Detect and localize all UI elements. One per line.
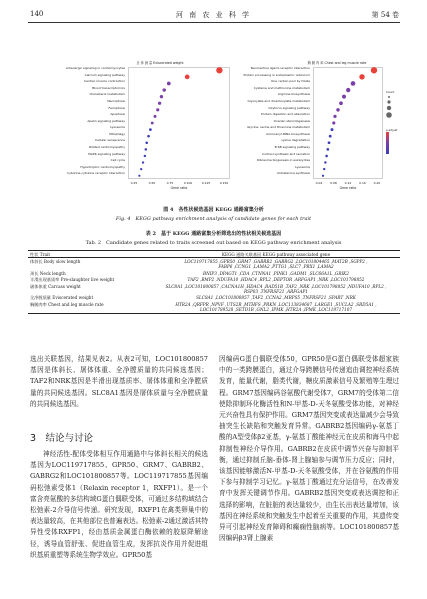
term-label: Calcium signaling pathway: [84, 72, 125, 77]
figure-panel-right: [232, 60, 402, 200]
term-label: Lysosome: [110, 125, 125, 130]
term-label: Lysine degradation: [281, 138, 310, 143]
x-axis-label: Gene ratio: [170, 186, 188, 190]
enrichment-dot: [359, 74, 364, 79]
panel-title: 全 体 测 量 Eviscerated weight: [136, 61, 184, 65]
enrichment-dot: [339, 101, 343, 105]
term-label: ErbB signaling pathway: [274, 145, 310, 150]
enrichment-dot: [154, 115, 157, 118]
term-label: Cortisol synthesis and secretion: [262, 151, 310, 156]
enrichment-dot: [333, 115, 336, 118]
table-header-row: [28, 251, 400, 258]
term-label: Glycine, serine and threonine metabolism: [247, 125, 310, 130]
term-label: Mitophagy: [109, 131, 125, 136]
legend-count-title: Count: [386, 90, 395, 94]
enrichment-dot: [144, 155, 146, 157]
enrichment-dot: [185, 75, 190, 80]
table-row: [28, 301, 400, 313]
legend-padj-title: p.adjust: [386, 128, 398, 132]
term-label: Apoptosis: [110, 112, 125, 117]
figure-caption-en: Fig. 4 KEGG pathway enrichment analysis of candidate genes for each trait: [115, 216, 312, 222]
x-tick-label: 0.100: [183, 181, 193, 185]
enrichment-dot: [156, 108, 159, 111]
trait-cell: 颈长 Neck length: [30, 270, 66, 276]
enrichment-dot: [324, 161, 326, 163]
plot-frame: [314, 68, 383, 179]
enrichment-dot: [162, 88, 165, 91]
section-heading: 3 结论与讨论: [30, 433, 94, 444]
term-label: Protein digestion and absorption: [261, 112, 310, 117]
genes-cell: HTR2A ,QRFPR ,NPVF ,UTS2R ,MTHFS ,PRKN ,LOC113834687 ,LARGE1 ,SUCLA2 ,SRD5A1 , LOC101789528 ,SETD1B ,GNL2 ,IPMK ,HTR2A ,IPMK ,LOC119717107: [175, 301, 377, 312]
term-label: Protein processing in endoplasmic reticulum: [243, 72, 310, 77]
enrichment-dot: [138, 175, 140, 177]
x-tick-label: 0.25: [130, 181, 138, 185]
term-label: Hypertrophic cardiomyopathy: [80, 164, 125, 169]
x-tick-label: 0.12: [344, 181, 352, 185]
term-label: Cell cycle: [110, 158, 125, 163]
enrichment-dot: [329, 135, 332, 138]
term-label: MAPK signaling pathway: [88, 151, 125, 156]
table-caption-en: Tab. 2 Candidate genes related to traits screened out based on KEGG pathway enrichment analysis: [85, 240, 342, 246]
term-labels: [30, 67, 125, 179]
enrichment-dot: [158, 102, 161, 105]
genes-table: [28, 250, 400, 314]
enrichment-dot: [145, 148, 148, 151]
enrichment-dot: [336, 108, 339, 111]
term-label: Ribosome biogenesis in eukaryotes: [256, 158, 310, 163]
right-column-para: 因编码G蛋白偶联受体50，GPR50是G蛋白偶联受体超家族中的一类跨膜蛋白，通过介导跨膜信号传递追由调控神经系统发育，能量代谢，脂类代谢，糖皮质激素信号及繁殖等生理过程。GRM7基因编码谷氨酸代谢受体7，GRM7的受体第二信使除抑制环化酶活性和N-甲基-D-天冬氨酸受体功能，对神经元兴奋性具有保护作用。GRM7基因突变或表达量减少会导致抽突生长缺陷和突触发育异常。GABRB2基因编码γ-氨基丁酸的A型受体β2亚基，γ-氨基丁酸能神经元在皮质和海马中起抑制性神经介导作用。GABRB2在皮质中调节兴奋与抑制平衡，通过抑制丘脑-垂体-肾上腺轴参与调节压力反应；同时，该基因能够激活N-甲基-D-天冬氨酸受体，并在谷氨酸的作用下参与抑制学习记忆。γ-氨基丁酸通过充分运信号，在改善发育中发挥关键调节作用。GABRB2基因突变或表达调控和正选择的影响，在脏脏的表达量较少，由生长出表达量增加，该基因在神经系统和突触发生中起着至关重要的作用，其遗传变异可引起神经发育障碍和癫痫性脑病等。LOC101800857基因编码β3肾上腺素: [219, 355, 399, 543]
enrichment-dot: [351, 81, 356, 86]
enrichment-dot: [331, 128, 334, 131]
journal-title: 河 南 农 业 科 学: [175, 11, 252, 19]
legend-color-bar: [386, 132, 389, 154]
table-row: [28, 283, 400, 295]
enrichment-dot: [342, 95, 346, 99]
term-label: Blood transcriptomics: [92, 85, 125, 90]
enrichment-dot: [145, 141, 148, 144]
term-label: Cardiac muscle contraction: [84, 79, 125, 84]
header-rule: [28, 22, 400, 23]
x-tick-label: 0.125: [201, 181, 211, 185]
x-tick-label: 0.75: [166, 181, 174, 185]
enrichment-dot: [149, 128, 152, 131]
trait-cell: 半滑出现基质率 Pre-slaughter live weight: [30, 277, 115, 283]
term-label: Aminoacyl-tRNA biosynthesis: [266, 131, 310, 136]
figure-caption-zh: 图 4 各性状候选基因 KEGG 通路富集分析: [163, 207, 264, 213]
page-number: 140: [30, 10, 44, 18]
left-column-para2: 神经活性-配体受体相互作用通路中与体斜长相关的候选基因为LOC119717855、GPR50、GRM7、GABRB2、GABRG2和LOC101800857等。LOC119717855基因编码松弛素受体1（Relaxin receptor 1，RXFP1）。是一个富含亮氨酸的多结构域G蛋白偶联受体，可通过多结构域结合松弛素-2介导信号传递。研究发现，RXFP1在禽类卵巢中的表达量较高，在其他部位也普遍表达。松弛素-2通过激活其特异性受体RXFP1，经由基质金属蛋白酶依赖的胶原降解途径，诱导血管舒张、促进血管生成，发挥抗炎作用并促进组织基质重塑等系统生物学效应。GPR50基: [30, 450, 208, 559]
trait-cell: 体斜长 Body slow length: [30, 259, 81, 265]
panel-title: 胸 腿 肉 率 Chest and leg muscle rate: [307, 61, 367, 65]
dot-plot: [128, 67, 230, 179]
enrichment-dot: [140, 168, 142, 170]
enrichment-dot: [323, 168, 325, 170]
term-label: Cysteine and methionine metabolism: [253, 85, 310, 90]
genes-cell: SLC8A1 ,LOC101800857 ,TAF2 ,CCNA2 ,MRPS5 ,TNFRSF21 ,SPART ,NRK: [196, 295, 356, 301]
header-genes: KEGG 通路关联基因 KEGG pathway associated gene: [221, 251, 331, 257]
x-tick-label: 0.50: [148, 181, 156, 185]
term-label: Cellular senescence: [95, 138, 125, 143]
enrichment-dot: [216, 67, 222, 73]
term-label: Cholesterol metabolism: [89, 92, 125, 97]
term-label: Adrenergic signaling in cardiomyocytes: [65, 66, 125, 70]
enrichment-dot: [151, 122, 154, 125]
x-tick-label: 0.04: [315, 181, 323, 185]
term-label: Apelin signaling pathway: [87, 118, 125, 123]
term-label: Cytokine-cytokine receptor interaction: [67, 171, 125, 176]
trait-cell: 全净膛质量 Eviscerated weight: [30, 295, 94, 301]
genes-cell: TAF2 ,BMP2 ,NDUFA10 ,HDAC4 ,RPL2 ,DEPTOR ,ARFGAP1 ,NRK ,LOC101798852: [187, 277, 365, 283]
enrichment-dot: [167, 82, 171, 86]
table-caption-zh: 表 2 基于 KEGG 通路富集分析筛选出的性状相关候选基因: [145, 231, 282, 237]
legend: [386, 90, 404, 154]
x-tick-label: 0.20: [373, 181, 381, 185]
term-label: Aldosterone synthesis: [276, 171, 310, 176]
enrichment-dot: [328, 141, 331, 144]
x-axis-label: Gene ratio: [339, 186, 357, 190]
term-label: Neuroactive ligand-receptor interaction: [250, 66, 310, 70]
term-labels: [232, 67, 310, 179]
x-tick-label: 0.08: [330, 181, 337, 185]
enrichment-dot: [332, 121, 335, 124]
enrichment-dot: [322, 175, 324, 177]
genes-cell: SLC8A1 ,LOC101800857 ,CACNA1H ,HDAC4 ,RAD51B ,TAF2 ,NRK ,LOC101798852 ,NDUFA10 ,RPL2 , RSP03 ,TNFRSF21 ,ARFGAP1: [165, 283, 387, 294]
term-label: Arginine biosynthesis: [277, 92, 310, 97]
table-row: [28, 258, 400, 270]
trait-cell: 屠体体重 Carcass weight: [30, 283, 81, 289]
term-label: Oxytocin signaling pathway: [268, 105, 310, 110]
header-trait: 性状 Trait: [30, 251, 51, 257]
enrichment-dot: [325, 155, 328, 158]
term-label: Ferroptosis: [108, 105, 125, 110]
term-label: Necroptosis: [107, 98, 125, 103]
term-label: One carbon pool by folate: [271, 79, 310, 84]
volume-label: 第 54 卷: [371, 11, 399, 19]
term-label: Glyoxylate and dicarboxylate metabolism: [247, 98, 310, 103]
x-tick-label: 0.16: [359, 181, 366, 185]
term-label: Ovarian steroidogenesis: [273, 118, 310, 123]
term-label: Dilated cardiomyopathy: [88, 145, 125, 150]
term-label: Lysosome: [295, 164, 310, 169]
enrichment-dot: [142, 161, 144, 163]
enrichment-dot: [346, 88, 350, 92]
table-row: [28, 295, 400, 301]
x-tick-label: 0.150: [219, 181, 229, 185]
enrichment-dot: [160, 95, 163, 98]
genes-cell: LOC119717855 ,GPR50 ,GRM7 ,GABRB2 ,GABRG2 ,LOC101804465 ,MAT2B ,SGPP2 , FABP6 ,CCNG1 ,LAMA2 ,PTTG1 ,SLC7 ,PRX1 ,LAMA2: [184, 259, 368, 270]
enrichment-dot: [326, 148, 329, 151]
genes-cell: BNIP3 ,DPAGT1 ,CDA ,CTNNA1 ,PINK1 ,GADM1 ,SLC66A1L ,GRIK2: [203, 270, 349, 276]
trait-cell: 胸腿肉率 Chest and leg muscle rate: [30, 301, 104, 307]
enrichment-dot: [371, 67, 377, 73]
legend-count-circles: [386, 94, 400, 122]
figure-panel-left: [30, 60, 230, 200]
enrichment-dot: [147, 135, 150, 138]
dot-plot: [313, 67, 383, 179]
table-row: [28, 277, 400, 283]
left-column-para1: 选出关联基因，结果见表2。从表2可知，LOC101800857基因是体斜长、屠体体重、全净膛质量的共同候选基因；TAF2和NRK基因是半滑出现基质率、屠体体重和全净膛质量的共同候选基因。SLC8A1基因是屠体质量与全净膛质量的共同候选基因。: [30, 355, 208, 408]
